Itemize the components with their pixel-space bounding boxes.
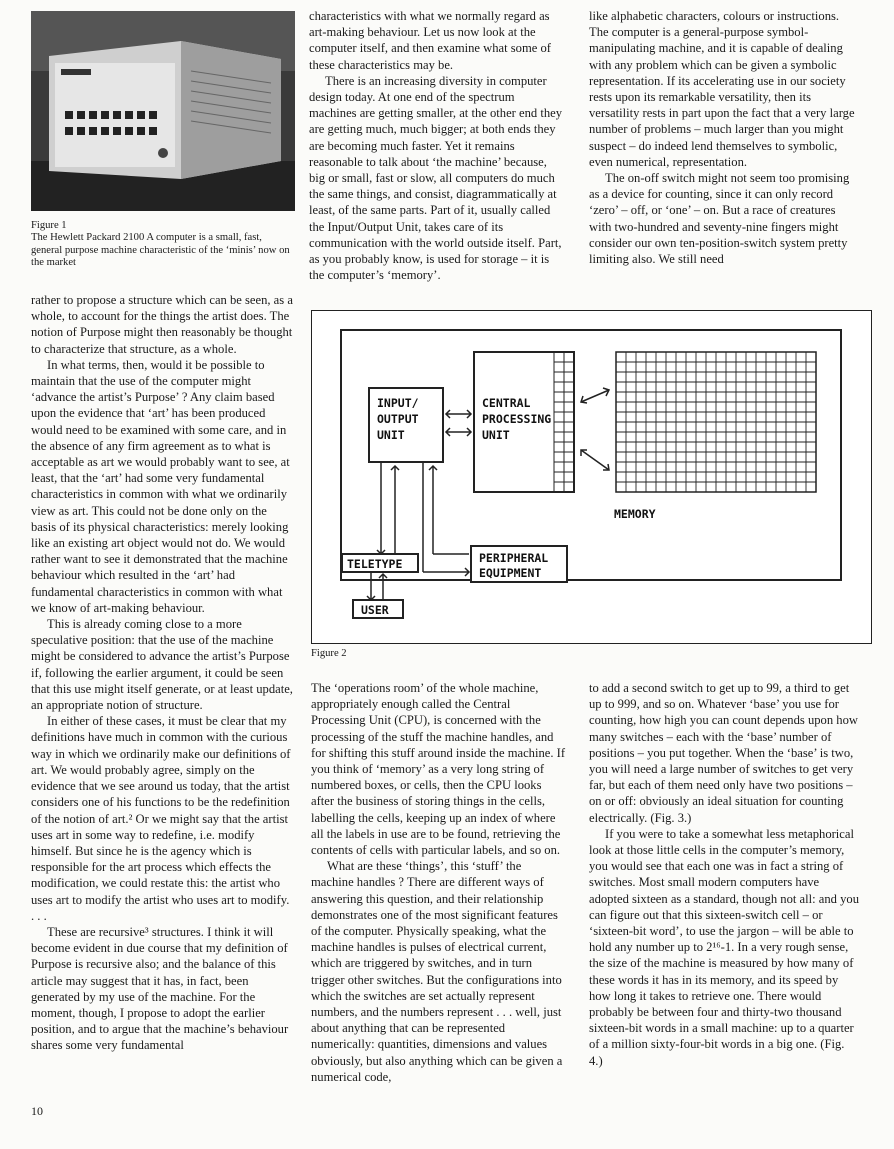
figure-1-label: Figure 1 (31, 220, 67, 231)
paragraph: like alphabetic characters, colours or instructions. The computer is a general-purpose symbol-manipulating machine, and it is capable of dealing with any problem which can be given a symbolic representation. If its accelerating use in our society rests upon its remarkable versatility, then its versatility rests in part upon the fact that a very large number of problems – much larger than you might suspect – do indeed lend themselves to symbolic, even numerical, representation. (589, 9, 855, 169)
figure-1-caption: The Hewlett Packard 2100 A computer is a small, fast, general purpose machine characteristic of the ‘minis’ now on the market (31, 232, 290, 269)
figure-1-photo (31, 11, 295, 211)
paragraph: There is an increasing diversity in computer design today. At one end of the spectrum machines are getting smaller, at the other end they are getting much, much bigger; at both ends they are becoming much faster. Yet it remains reasonable to talk about ‘the machine’ because, big or small, fast or slow, all computers do much the same things, and consist, diagrammatically at least, of the same parts. Part of it, usually called the Input/Output Unit, takes care of its communication with the world outside itself. Part, as you probably know, is used for storage – it is the computer’s ‘memory’. (309, 73, 563, 283)
column-2-top (309, 8, 565, 283)
figure-2-label: Figure 2 (311, 648, 347, 659)
paragraph: In what terms, then, would it be possible to maintain that the use of the computer might ‘advance the artist’s Purpose’ ? Any claim based upon the evidence that ‘art’ has been produced would need to be examined with some care, and in the absence of any firm agreement as to what is acceptable as art we would probably want to see, at least, that the ‘art’ had some very fundamental characteristics in common with what we ordinarily view as art. This could not be done only on the basis of its physical characteristics: merely looking like an existing art object would not do. We would rather want to see it demonstrated that the machine behaviour which resulted in the ‘art’ had fundamental characteristics in common with what we know of art-making behaviour. (31, 357, 290, 615)
peripheral-label-2: EQUIPMENT (479, 566, 542, 580)
column-1-body (31, 292, 295, 1054)
paragraph: The on-off switch might not seem too promising as a device for counting, since it can only record ‘zero’ – off, or ‘one’ – on. But a race of creatures with two-hundred and seventy-nine fingers might consider our own ten-position-switch system pretty limiting also. We still need (589, 171, 850, 267)
paragraph: The ‘operations room’ of the whole machine, appropriately enough called the Central Processing Unit (CPU), is concerned with the processing of the stuff the machine handles, and for shifting this stuff around inside the machine. If you think of ‘memory’ as a very long string of numbered boxes, or cells, then the CPU looks after the business of storing things in the cells, labelling the cells, keeping up an index of where all the labels in use are to be found, retrieving the contents of cells with particular labels, and so on. (311, 681, 566, 858)
memory-label: MEMORY (614, 507, 656, 521)
cpu-label-3: UNIT (482, 428, 510, 442)
column-3-bottom (589, 680, 861, 1069)
memory-grid (616, 352, 816, 492)
io-unit-label-3: UNIT (377, 428, 405, 442)
paragraph: rather to propose a structure which can be seen, as a whole, to account for the things the artist does. The notion of Purpose might then reasonably be thought to characterize that structure, as a whole. (31, 293, 293, 356)
teletype-label: TELETYPE (347, 557, 403, 571)
column-3-top (589, 8, 861, 267)
cpu-label-2: PROCESSING (482, 412, 552, 426)
cpu-label-1: CENTRAL (482, 396, 531, 410)
paragraph: This is already coming close to a more speculative position: that the use of the machine might be considered to advance the artist’s Purpose if, following the earlier argument, it could be seen that this use might itself generate, or at least update, an appropriate notion of structure. (31, 617, 293, 713)
column-2-bottom (311, 680, 567, 1085)
paragraph: In either of these cases, it must be clear that my definitions have much in common with the curious way in which we ordinarily make our definitions of art. We would probably agree, simply on the evidence that we see around us today, that the artist considers one of his functions to be the redefinition of the notion of art.² Or we might say that the artist uses art in some way to redefine, i.e. modify himself. But since he is the agency which is responsible for the art process which effects the modification, we could restate this: the artist who uses art to modify the artist who uses art to modify. . . . (31, 714, 291, 923)
computer-photo-illustration (31, 11, 295, 211)
paragraph: What are these ‘things’, this ‘stuff’ the machine handles ? There are different ways of answering this question, and their relationship demonstrates one of the most significant features of the computer. Physically speaking, what the machine handles is pulses of electrical current, which are triggered by switches, and in turn trigger other switches. But the configurations into which the switches are set actually represent numbers, and the numbers represent . . . well, just about anything that can be represented numerically: quantities, dimensions and values obviously, but also anything which can be given a numerical code, (311, 859, 563, 1084)
user-label: USER (361, 603, 389, 617)
peripheral-label-1: PERIPHERAL (479, 551, 549, 565)
figure-2-diagram (311, 310, 872, 644)
io-unit-label-2: OUTPUT (377, 412, 419, 426)
page-number: 10 (31, 1104, 43, 1118)
figure-1-caption-block (31, 220, 295, 270)
paragraph: to add a second switch to get up to 99, a third to get up to 999, and so on. Whatever ‘base’ you use for counting, how high you can count depends upon how many switches – each with the ‘base’ number of positions – you put together. When the ‘base’ is two, you will need a large number of switches to get very far, but each of them need only have two positions – on or off: obviously an ideal situation for counting electrically. (Fig. 3.) (589, 681, 858, 825)
paragraph: These are recursive³ structures. I think it will become evident in due course that my definition of Purpose is recursive also; and the balance of this article may suggest that it has, in fact, been generated by my use of the machine. For the moment, though, I propose to adopt the earlier position, and to argue that the machine’s behaviour shares some very fundamental (31, 924, 289, 1053)
io-unit-label-1: INPUT/ (377, 396, 419, 410)
paragraph: If you were to take a somewhat less metaphorical look at those little cells in the computer’s memory, you would see that each one was in fact a string of switches. Most small modern computers have adopted sixteen as a standard, though not all: and you can figure out that this sixteen-switch cell – or ‘sixteen-bit word’, to use the jargon – will be able to hold any number up to 2¹⁶-1. In a very rough sense, the size of the machine is measured by how many of these words it has in its memory, and its speed by how long it takes to retrieve one. There would probably be between four and thirty-two thousand sixteen-bit words in a small machine: up to a quarter of a million sixty-four-bit words in a big one. (Fig. 4.) (589, 826, 860, 1068)
paragraph: characteristics with what we normally regard as art-making behaviour. Let us now look at the computer itself, and then examine what some of these characteristics may be. (309, 9, 552, 72)
